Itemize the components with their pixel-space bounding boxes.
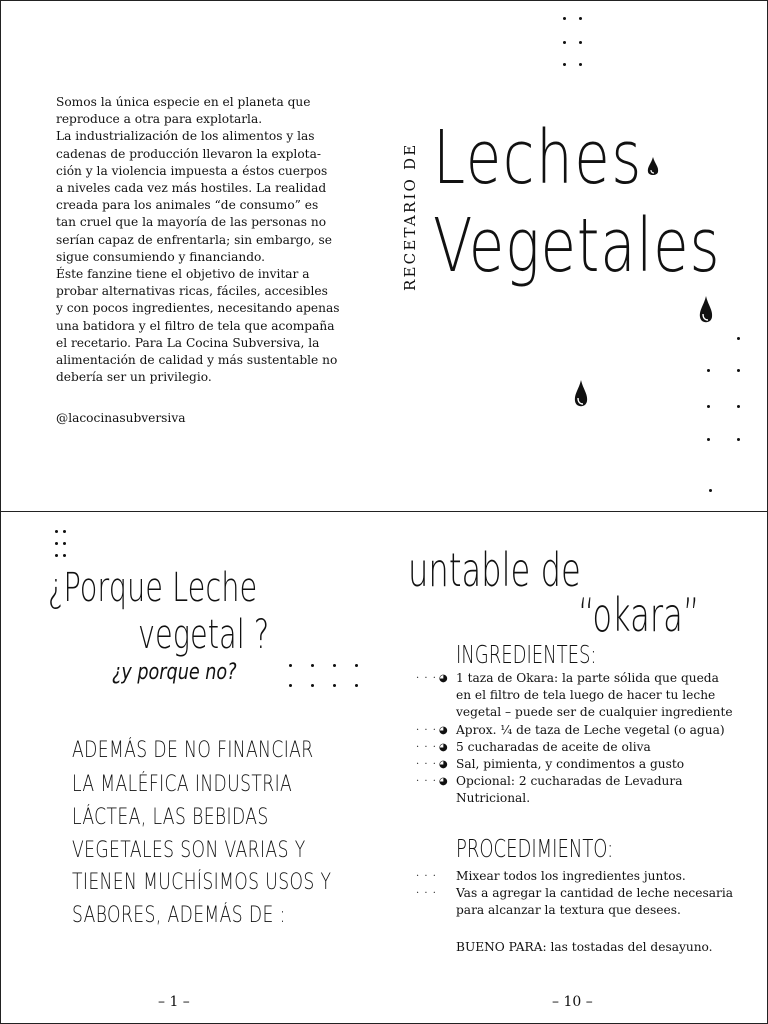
ingredient-text: Sal, pimienta, y condimentos a gusto	[456, 757, 685, 772]
bullet-icon: ◕	[438, 724, 448, 736]
decor-dot	[579, 17, 582, 20]
decor-dot	[333, 684, 336, 687]
list-item	[416, 722, 756, 739]
intro-line: La industrialización de los alimentos y las	[56, 129, 315, 144]
drop-icon	[646, 156, 660, 178]
intro-line: tan cruel que la mayoría de las personas no	[56, 215, 327, 230]
ingredient-text: Aprox. ¼ de taza de Leche vegetal (o agua)	[456, 722, 725, 737]
decor-dot	[707, 369, 710, 372]
intro-text	[56, 94, 356, 386]
social-handle: @lacocinasubversiva	[56, 411, 186, 425]
body-line: LA MALÉFICA INDUSTRIA	[72, 772, 293, 797]
intro-line: sigue consumiendo y financiando.	[56, 249, 266, 264]
decor-dot	[55, 530, 58, 533]
drop-icon	[573, 379, 589, 411]
intro-line: alimentación de calidad y más sustentable no	[56, 353, 338, 368]
decor-dot	[563, 63, 566, 66]
drop-icon	[698, 295, 714, 327]
bullet-icon: ◕	[438, 759, 448, 771]
page-number-1: – 1 –	[158, 994, 190, 1010]
decor-dot	[289, 664, 292, 667]
decor-dot	[707, 405, 710, 408]
good-for-text: las tostadas del desayuno.	[546, 940, 713, 954]
intro-line: cadenas de producción llevaron la explota-	[56, 146, 321, 161]
leader-dots: · · ·	[416, 673, 437, 684]
question-line-1: ¿Porque Leche	[48, 565, 258, 611]
intro-line: creada para los animales “de consumo” es	[56, 198, 319, 213]
leader-dots: · · ·	[416, 888, 437, 900]
intro-line: probar alternativas ricas, fáciles, accesibles	[56, 284, 328, 299]
intro-line: Somos la única especie en el planeta que	[56, 95, 311, 109]
list-item	[416, 739, 756, 756]
intro-line: a niveles cada vez más hostiles. La realidad	[56, 181, 327, 196]
intro-line: ción y la violencia impuesta a éstos cuerpos	[56, 163, 328, 178]
leader-dots: · · ·	[416, 776, 437, 788]
question-line-3: ¿y porque no?	[112, 660, 237, 685]
decor-dot	[355, 664, 358, 667]
step-text: Mixear todos los ingredientes juntos.	[456, 869, 686, 883]
ingredient-text: 5 cucharadas de aceite de oliva	[456, 739, 651, 754]
decor-dot	[333, 664, 336, 667]
ingredient-text: en el filtro de tela luego de hacer tu leche	[456, 688, 716, 703]
bullet-icon: ◕	[438, 776, 448, 788]
list-item	[416, 868, 756, 885]
body-line: SABORES, ADEMÁS DE :	[72, 903, 286, 928]
decor-dot	[737, 369, 740, 372]
intro-line: Éste fanzine tiene el objetivo de invitar a	[56, 267, 310, 282]
decor-dot	[737, 438, 740, 441]
decor-dot	[55, 542, 58, 545]
step-text: Vas a agregar la cantidad de leche necesaria	[456, 886, 733, 901]
title-vegetales: Vegetales	[433, 203, 721, 289]
decor-dot	[63, 554, 66, 557]
decor-dot	[55, 554, 58, 557]
decor-dot	[579, 63, 582, 66]
leader-dots: · · ·	[416, 741, 437, 753]
body-line: LÁCTEA, LAS BEBIDAS	[72, 805, 269, 830]
ingredient-text: 1 taza de Okara: la parte sólida que queda	[456, 671, 719, 685]
decor-dot	[311, 664, 314, 667]
decor-dot	[737, 405, 740, 408]
list-item	[416, 885, 756, 919]
list-item	[416, 773, 756, 807]
decor-dot	[63, 542, 66, 545]
intro-line: el recetario. Para La Cocina Subversiva, la	[56, 335, 320, 350]
decor-dot	[563, 17, 566, 20]
decor-dot	[355, 684, 358, 687]
decor-dot	[579, 41, 582, 44]
bullet-icon: ◕	[438, 673, 448, 684]
procedure-list	[416, 868, 756, 920]
question-line-2: vegetal ?	[138, 612, 270, 658]
decor-dot	[709, 489, 712, 492]
ingredient-text: Nutricional.	[456, 791, 531, 806]
intro-line: debería ser un privilegio.	[56, 370, 212, 385]
decor-dot	[289, 684, 292, 687]
list-item	[416, 756, 756, 773]
intro-line: serían capaz de enfrentarla; sin embargo, se	[56, 232, 333, 247]
intro-line: una batidora y el filtro de tela que acompaña	[56, 318, 335, 333]
decor-dot	[737, 337, 740, 340]
leader-dots: · · ·	[416, 724, 437, 736]
intro-line: y con pocos ingredientes, necesitando apenas	[56, 301, 340, 316]
leader-dots: · · ·	[416, 759, 437, 771]
step-text: para alcanzar la textura que desees.	[456, 903, 681, 918]
ingredients-heading: INGREDIENTES:	[456, 640, 597, 669]
decor-dot	[311, 684, 314, 687]
ingredients-list	[416, 670, 756, 808]
procedure-heading: PROCEDIMIENTO:	[456, 834, 614, 863]
body-line: VEGETALES SON VARIAS Y	[72, 838, 306, 863]
recipe-title-line-2: “okara”	[578, 588, 700, 642]
recipe-title-line-1: untable de	[408, 543, 581, 597]
decor-dot	[563, 41, 566, 44]
body-line: ADEMÁS DE NO FINANCIAR	[72, 738, 314, 763]
title-leches: Leches	[433, 115, 643, 201]
decor-dot	[63, 530, 66, 533]
decor-dot	[707, 438, 710, 441]
bullet-icon: ◕	[438, 741, 448, 753]
page-number-10: – 10 –	[552, 994, 593, 1010]
ingredient-text: vegetal – puede ser de cualquier ingrediente	[456, 705, 733, 720]
list-item	[416, 670, 756, 722]
vertical-title: RECETARIO DE	[401, 142, 419, 291]
good-for-label: BUENO PARA:	[456, 940, 547, 954]
leader-dots: · · ·	[416, 871, 437, 882]
body-line: TIENEN MUCHÍSIMOS USOS Y	[72, 870, 332, 895]
intro-line: reproduce a otra para explotarla.	[56, 112, 263, 127]
ingredient-text: Opcional: 2 cucharadas de Levadura	[456, 774, 683, 789]
good-for-note	[456, 940, 713, 954]
